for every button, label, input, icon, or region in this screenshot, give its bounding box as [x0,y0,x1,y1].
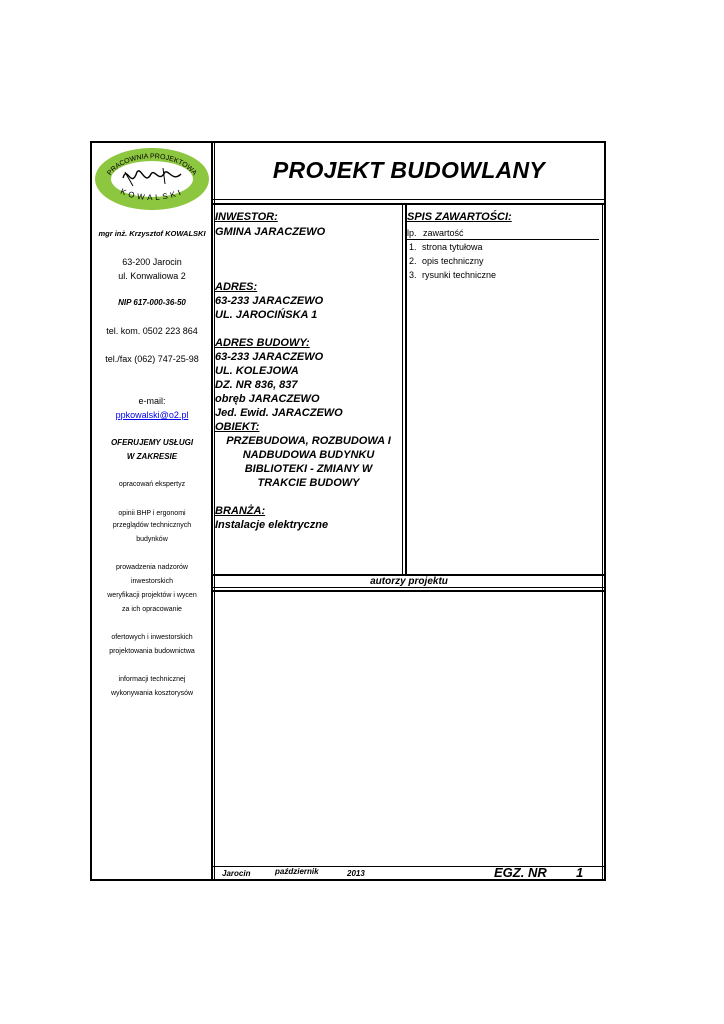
toc-col-lp: lp. [407,228,417,238]
site-address-line: UL. KOLEJOWA [215,365,299,377]
footer-year: 2013 [347,869,365,878]
address-line-1: 63-233 JARACZEWO [215,295,324,307]
authors-bottom-line [213,587,605,588]
investor-value: GMINA JARACZEWO [215,226,326,238]
service-item: inwestorskich [130,578,173,585]
object-line: NADBUDOWA BUDYNKU [242,449,375,461]
title-divider-2 [213,203,605,205]
designer-address-1: 63-200 Jarocin [122,257,182,267]
investor-label: INWESTOR: [215,211,278,223]
toc-item-no: 1. [409,242,417,252]
toc-heading: SPIS ZAWARTOŚCI: [407,211,512,223]
site-address-line: DZ. NR 836, 837 [215,379,298,391]
service-item: za ich opracowanie [122,606,182,613]
toc-divider [402,205,403,574]
branch-label: BRANŻA: [215,505,266,517]
object-label: OBIEKT: [215,421,260,433]
object-line: BIBLIOTEKI - ZMIANY W [244,463,373,475]
toc-item-text: strona tytułowa [422,242,483,252]
offer-heading-2: W ZAKRESIE [126,452,178,461]
toc-header-line [407,239,599,240]
service-item: budynków [136,536,168,543]
service-item: przeglądów technicznych [112,522,192,529]
address-line-2: UL. JAROCIŃSKA 1 [215,309,318,321]
authors-bottom-line-2 [213,590,605,592]
designer-address-2: ul. Konwaliowa 2 [118,271,186,281]
right-inner-border [602,205,603,880]
service-item: opracowań ekspertyz [118,481,186,488]
title-divider [213,199,605,200]
copy-number-label: EGZ. NR [494,865,547,880]
branch-value: Instalacje elektryczne [215,519,329,531]
site-address-line: Jed. Ewid. JARACZEWO [215,407,343,419]
email-link[interactable]: ppkowalski@o2.pl [115,410,189,420]
object-line: PRZEBUDOWA, ROZBUDOWA I [226,435,391,447]
copy-number: 1 [576,865,584,880]
offer-heading-1: OFERUJEMY USŁUGI [110,438,194,447]
object-line: TRAKCIE BUDOWY [257,477,360,489]
service-item: opinii BHP i ergonomi [118,510,186,517]
page-title: PROJEKT BUDOWLANY [272,157,546,183]
authors-label: autorzy projektu [370,576,448,587]
service-item: projektowania budownictwa [109,648,195,655]
designer-tel-kom: tel. kom. 0502 223 864 [106,326,198,336]
toc-divider-2 [405,205,407,574]
toc-item-text: opis techniczny [422,256,484,266]
logo-arc-top: PRACOWNIA PROJEKTOWA [106,153,198,177]
service-item: informacji technicznej [118,676,186,683]
service-item: ofertowych i inwestorskich [111,634,193,641]
footer-city: Jarocin [222,869,251,878]
address-label: ADRES: [215,281,258,293]
logo-arc-bottom: KOWALSKI [119,186,185,203]
site-address-line: 63-233 JARACZEWO [215,351,324,363]
toc-item-text: rysunki techniczne [422,270,497,280]
designer-nip: NIP 617-000-36-50 [118,298,186,307]
company-logo [93,142,211,212]
toc-col-content: zawartość [423,228,464,238]
email-label: e-mail: [138,396,166,406]
designer-name: mgr inż. Krzysztof KOWALSKI [98,229,206,238]
service-item: weryfikacji projektów i wycen [107,592,197,599]
service-item: prowadzenia nadzorów [116,564,188,571]
footer-month: październik [275,867,319,876]
site-address-label: ADRES BUDOWY: [215,337,310,349]
service-item: wykonywania kosztorysów [110,690,194,697]
toc-item-no: 2. [409,256,417,266]
designer-tel-fax: tel./fax (062) 747-25-98 [105,354,199,364]
site-address-line: obręb JARACZEWO [215,393,320,405]
toc-item-no: 3. [409,270,417,280]
